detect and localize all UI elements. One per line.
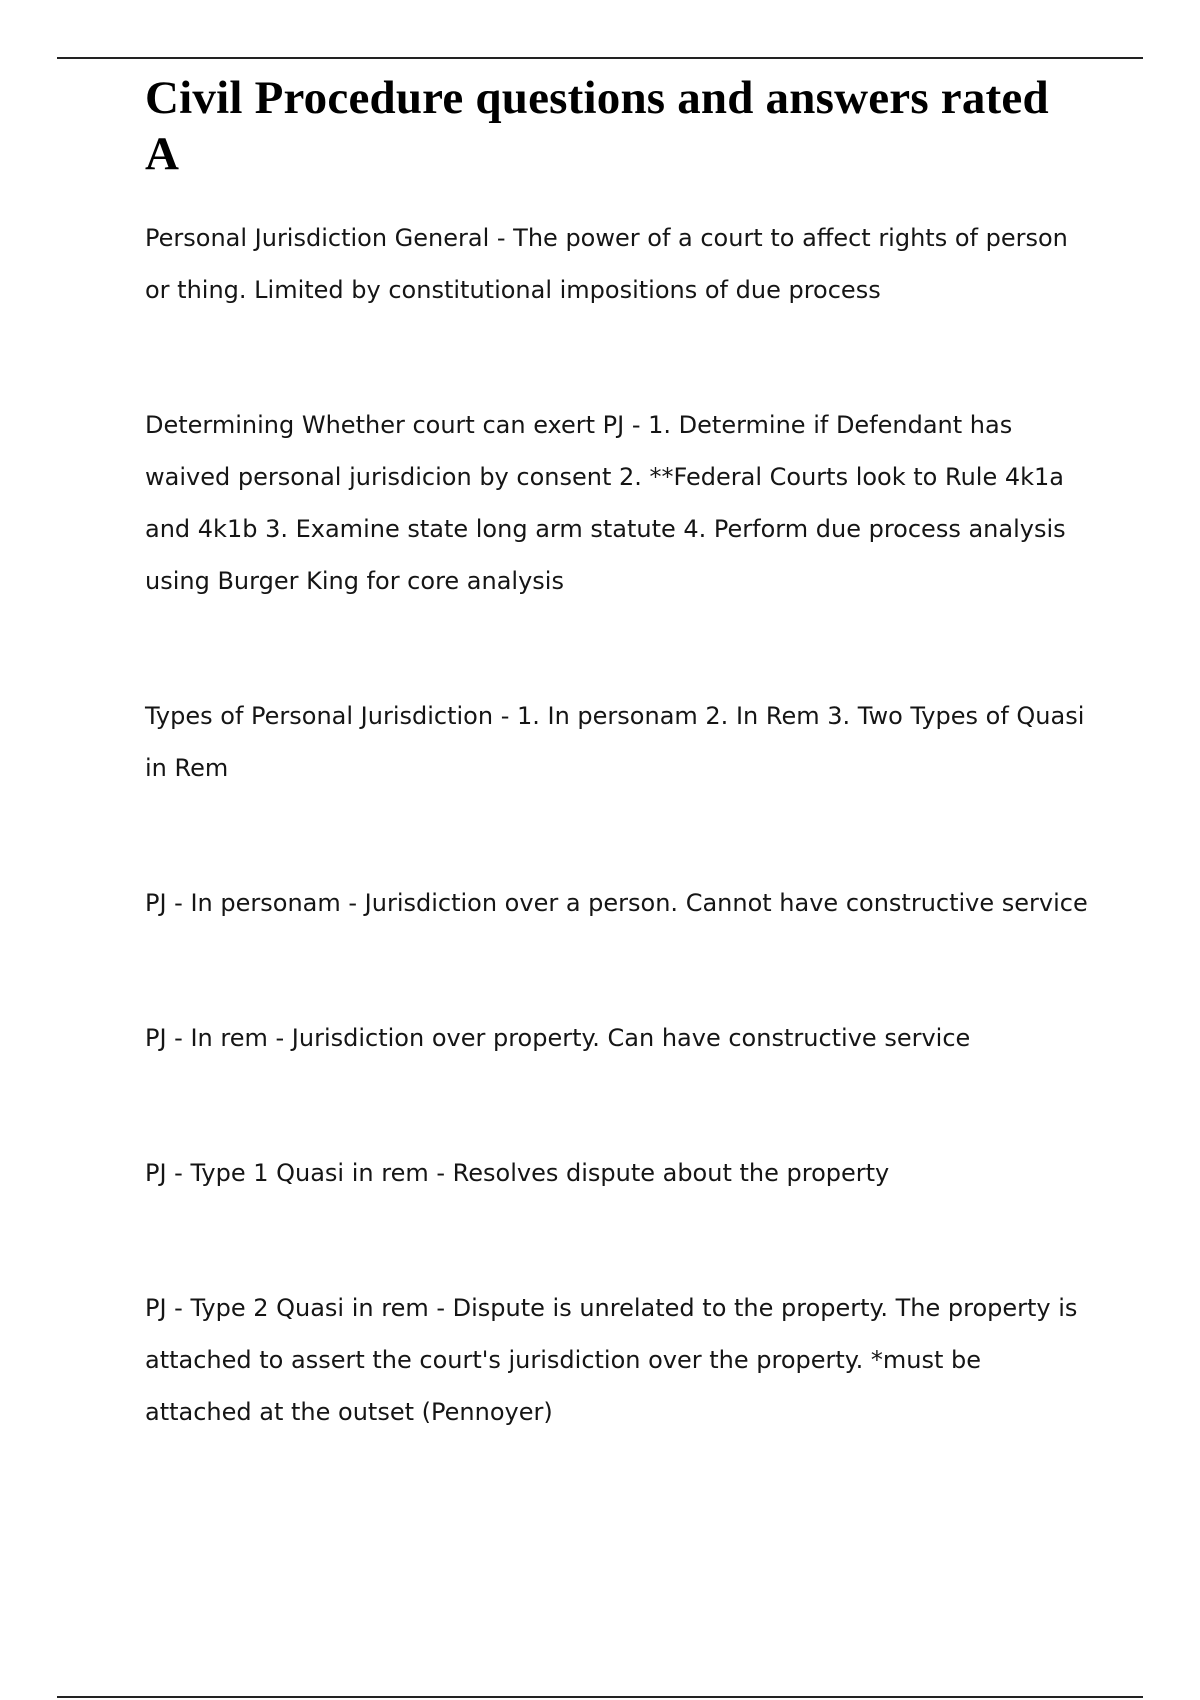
document-body (145, 70, 1090, 1438)
qa-item-personal-jurisdiction-general: Personal Jurisdiction General - The power of a court to affect rights of person or thing. Limited by constitutional impositions of due process (145, 224, 1068, 304)
top-rule (57, 57, 1143, 59)
qa-item-in-rem: PJ - In rem - Jurisdiction over property. Can have constructive service (145, 1024, 971, 1052)
qa-item-in-personam: PJ - In personam - Jurisdiction over a person. Cannot have constructive service (145, 889, 1088, 917)
qa-item-determining-pj: Determining Whether court can exert PJ - 1. Determine if Defendant has waived personal jurisdicion by consent 2. **Federal Courts look to Rule 4k1a and 4k1b 3. Examine state long arm statute 4. Perform due process analysis using Burger King for core analysis (145, 411, 1066, 595)
document-title: Civil Procedure questions and answers rated A (145, 72, 1049, 180)
qa-item-type-1-quasi-in-rem: PJ - Type 1 Quasi in rem - Resolves dispute about the property (145, 1159, 890, 1187)
qa-item-types-of-pj: Types of Personal Jurisdiction - 1. In personam 2. In Rem 3. Two Types of Quasi in Rem (145, 702, 1085, 782)
qa-item-type-2-quasi-in-rem: PJ - Type 2 Quasi in rem - Dispute is unrelated to the property. The property is attached to assert the court's jurisdiction over the property. *must be attached at the outset (Pennoyer) (145, 1294, 1078, 1426)
bottom-rule (57, 1696, 1143, 1698)
